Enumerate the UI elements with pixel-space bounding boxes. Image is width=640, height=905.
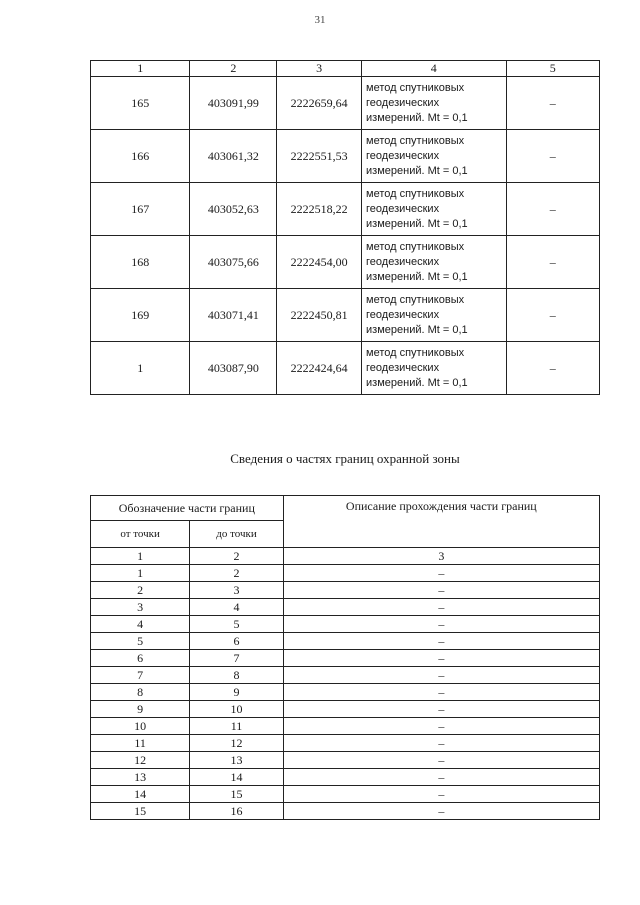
point-number-cell: 168: [91, 236, 190, 289]
y-coordinate-cell: 2222518,22: [277, 183, 362, 236]
section-title: Сведения о частях границ охранной зоны: [230, 451, 460, 466]
note-cell: –: [506, 183, 599, 236]
method-line: измерений. Mt = 0,1: [366, 323, 468, 336]
column-header: 5: [506, 61, 599, 77]
from-point-cell: 6: [91, 650, 190, 667]
to-point-cell: 5: [190, 616, 283, 633]
table-row: [91, 684, 600, 701]
from-point-cell: 8: [91, 684, 190, 701]
from-point-cell: 14: [91, 786, 190, 803]
table-row: [91, 565, 600, 582]
point-number-cell: 166: [91, 130, 190, 183]
from-point-cell: 9: [91, 701, 190, 718]
method-line: метод спутниковых: [366, 134, 465, 147]
to-point-cell: 13: [190, 752, 283, 769]
table-row: [91, 769, 600, 786]
point-number-cell: 167: [91, 183, 190, 236]
note-cell: –: [506, 342, 599, 395]
method-line: метод спутниковых: [366, 81, 465, 94]
parts-header-row: [91, 496, 600, 521]
method-cell: [362, 130, 507, 183]
method-line: метод спутниковых: [366, 346, 465, 359]
point-number-cell: 1: [91, 342, 190, 395]
from-point-cell: 13: [91, 769, 190, 786]
description-header: Описание прохождения части границ: [283, 496, 599, 548]
table-row: [91, 183, 600, 236]
from-point-cell: 5: [91, 633, 190, 650]
to-point-cell: 2: [190, 565, 283, 582]
column-header: 2: [190, 61, 277, 77]
note-cell: –: [506, 130, 599, 183]
method-line: геодезических: [366, 255, 440, 268]
method-cell: [362, 236, 507, 289]
table-row: [91, 735, 600, 752]
method-line: геодезических: [366, 149, 440, 162]
description-cell: –: [283, 769, 599, 786]
y-coordinate-cell: 2222450,81: [277, 289, 362, 342]
page-number: 31: [314, 14, 326, 26]
x-coordinate-cell: 403061,32: [190, 130, 277, 183]
from-point-cell: 15: [91, 803, 190, 820]
coordinates-table: [90, 60, 600, 395]
from-point-cell: 2: [91, 582, 190, 599]
table-row: [91, 650, 600, 667]
method-line: измерений. Mt = 0,1: [366, 270, 468, 283]
description-cell: –: [283, 735, 599, 752]
to-point-cell: 14: [190, 769, 283, 786]
x-coordinate-cell: 403091,99: [190, 77, 277, 130]
column-number: 1: [91, 548, 190, 565]
x-coordinate-cell: 403052,63: [190, 183, 277, 236]
x-coordinate-cell: 403071,41: [190, 289, 277, 342]
description-cell: –: [283, 718, 599, 735]
note-cell: –: [506, 289, 599, 342]
description-cell: –: [283, 599, 599, 616]
table-row: [91, 289, 600, 342]
method-cell: [362, 342, 507, 395]
boundary-parts-table: [90, 495, 600, 820]
description-cell: –: [283, 582, 599, 599]
method-cell: [362, 77, 507, 130]
to-point-cell: 7: [190, 650, 283, 667]
column-number: 3: [283, 548, 599, 565]
to-point-cell: 12: [190, 735, 283, 752]
to-point-header: до точки: [190, 521, 283, 548]
y-coordinate-cell: 2222424,64: [277, 342, 362, 395]
y-coordinate-cell: 2222454,00: [277, 236, 362, 289]
table-row: [91, 342, 600, 395]
method-cell: [362, 183, 507, 236]
y-coordinate-cell: 2222551,53: [277, 130, 362, 183]
point-number-cell: 169: [91, 289, 190, 342]
table-row: [91, 582, 600, 599]
description-cell: –: [283, 803, 599, 820]
parts-number-row: [91, 548, 600, 565]
to-point-cell: 8: [190, 667, 283, 684]
description-cell: –: [283, 616, 599, 633]
from-point-header: от точки: [91, 521, 190, 548]
note-cell: –: [506, 236, 599, 289]
table-row: [91, 130, 600, 183]
from-point-cell: 11: [91, 735, 190, 752]
method-line: измерений. Mt = 0,1: [366, 164, 468, 177]
description-cell: –: [283, 565, 599, 582]
method-line: геодезических: [366, 361, 440, 374]
table-row: [91, 633, 600, 650]
y-coordinate-cell: 2222659,64: [277, 77, 362, 130]
column-header: 1: [91, 61, 190, 77]
description-cell: –: [283, 684, 599, 701]
x-coordinate-cell: 403087,90: [190, 342, 277, 395]
column-header: 3: [277, 61, 362, 77]
group-header: Обозначение части границ: [91, 496, 284, 521]
x-coordinate-cell: 403075,66: [190, 236, 277, 289]
to-point-cell: 10: [190, 701, 283, 718]
method-cell: [362, 289, 507, 342]
description-cell: –: [283, 633, 599, 650]
note-cell: –: [506, 77, 599, 130]
from-point-cell: 12: [91, 752, 190, 769]
method-line: геодезических: [366, 96, 440, 109]
to-point-cell: 16: [190, 803, 283, 820]
to-point-cell: 15: [190, 786, 283, 803]
table-row: [91, 718, 600, 735]
from-point-cell: 3: [91, 599, 190, 616]
method-line: метод спутниковых: [366, 187, 465, 200]
method-line: геодезических: [366, 308, 440, 321]
method-line: измерений. Mt = 0,1: [366, 376, 468, 389]
description-cell: –: [283, 786, 599, 803]
column-number: 2: [190, 548, 283, 565]
to-point-cell: 11: [190, 718, 283, 735]
to-point-cell: 9: [190, 684, 283, 701]
method-line: метод спутниковых: [366, 293, 465, 306]
description-cell: –: [283, 650, 599, 667]
to-point-cell: 3: [190, 582, 283, 599]
table-row: [91, 786, 600, 803]
coordinates-header-row: [91, 61, 600, 77]
to-point-cell: 6: [190, 633, 283, 650]
table-row: [91, 616, 600, 633]
from-point-cell: 10: [91, 718, 190, 735]
method-line: геодезических: [366, 202, 440, 215]
table-row: [91, 599, 600, 616]
from-point-cell: 7: [91, 667, 190, 684]
table-row: [91, 752, 600, 769]
table-row: [91, 77, 600, 130]
table-row: [91, 803, 600, 820]
description-cell: –: [283, 752, 599, 769]
description-cell: –: [283, 701, 599, 718]
from-point-cell: 1: [91, 565, 190, 582]
point-number-cell: 165: [91, 77, 190, 130]
to-point-cell: 4: [190, 599, 283, 616]
table-row: [91, 236, 600, 289]
method-line: измерений. Mt = 0,1: [366, 217, 468, 230]
method-line: метод спутниковых: [366, 240, 465, 253]
column-header: 4: [362, 61, 507, 77]
method-line: измерений. Mt = 0,1: [366, 111, 468, 124]
description-cell: –: [283, 667, 599, 684]
from-point-cell: 4: [91, 616, 190, 633]
table-row: [91, 667, 600, 684]
table-row: [91, 701, 600, 718]
